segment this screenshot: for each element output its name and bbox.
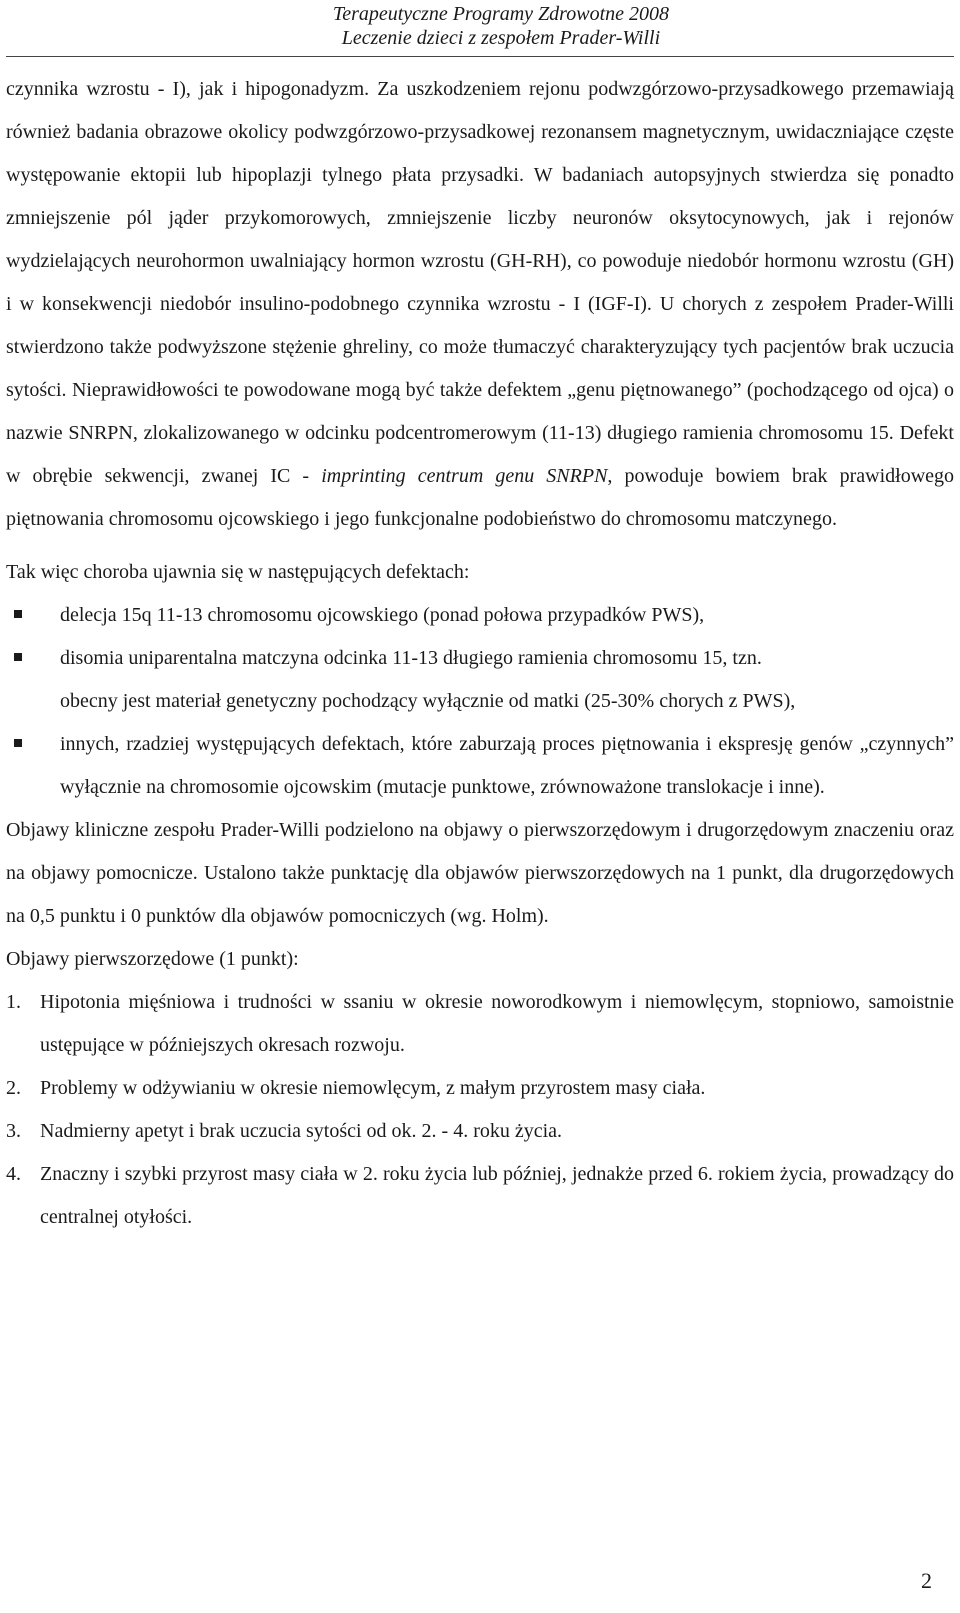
header-divider xyxy=(6,56,954,57)
paragraph-clinical-symptoms: Objawy kliniczne zespołu Prader-Willi podzielono na objawy o pierwszorzędowym i drugorzędowym znaczeniu oraz na objawy pomocnicze. Ustalono także punktację dla objawów pierwszorzędowych na 1 punkt, dla drugorzędowych na 0,5 punktu i 0 punktów dla objawów pomocniczych (wg. Holm). xyxy=(6,819,954,927)
defects-list xyxy=(6,594,954,809)
square-bullet-icon xyxy=(14,653,22,661)
running-header xyxy=(333,2,669,50)
primary-symptoms-heading: Objawy pierwszorzędowe (1 punkt): xyxy=(6,948,299,970)
list-item: 3. Nadmierny apetyt i brak uczucia sytości od ok. 2. - 4. roku życia. xyxy=(6,1120,563,1142)
paragraph-pathogenesis xyxy=(6,68,954,541)
square-bullet-icon xyxy=(14,739,22,747)
list-item: delecja 15q 11-13 chromosomu ojcowskiego (ponad połowa przypadków PWS), xyxy=(6,594,954,637)
primary-symptoms-list xyxy=(6,981,954,1239)
page-body xyxy=(6,68,954,1239)
header-series-title: Terapeutyczne Programy Zdrowotne 2008 xyxy=(332,3,669,25)
list-item-continuation: obecny jest materiał genetyczny pochodzący wyłącznie od matki (25-30% chorych z PWS), xyxy=(60,690,796,712)
list-item: innych, rzadziej występujących defektach, które zaburzają proces piętnowania i ekspresję genów „czynnych” wyłącznie na chromosomie ojcowskim (mutacje punktowe, zrównoważone translokacje i inne). xyxy=(6,723,954,809)
list-item: 1. Hipotonia mięśniowa i trudności w ssaniu w okresie noworodkowym i niemowlęcym, stopniowo, samoistnie ustępujące w późniejszych okresach rozwoju. xyxy=(6,991,954,1056)
header-document-title: Leczenie dzieci z zespołem Prader-Willi xyxy=(341,27,661,49)
list-item: 2. Problemy w odżywianiu w okresie niemowlęcym, z małym przyrostem masy ciała. xyxy=(6,1077,706,1099)
italic-term: imprinting centrum genu SNRPN xyxy=(321,465,608,487)
defects-intro: Tak więc choroba ujawnia się w następujących defektach: xyxy=(6,561,470,583)
paragraph-text: , powoduje bowiem brak prawidłowego piętnowania chromosomu ojcowskiego i jego funkcjonalne podobieństwo do chromosomu matczynego. xyxy=(6,465,955,530)
square-bullet-icon xyxy=(14,610,22,618)
page-number: 2 xyxy=(921,1568,932,1593)
list-item: disomia uniparentalna matczyna odcinka 11-13 długiego ramienia chromosomu 15, tzn. xyxy=(6,637,954,680)
paragraph-text: czynnika wzrostu - I), jak i hipogonadyzm. Za uszkodzeniem rejonu podwzgórzowo-przysadkowego przemawiają również badania obrazowe okolicy podwzgórzowo-przysadkowej rezonansem magnetycznym, uwidaczniające częste występowanie ektopii lub hipoplazji tylnego płata przysadki. W badaniach autopsyjnych stwierdza się ponadto zmniejszenie pól jąder przykomorowych, zmniejszenie liczby neuronów oksytocynowych, jak i rejonów wydzielających neurohormon uwalniający hormon wzrostu (GH-RH), co powoduje niedobór hormonu wzrostu (GH) i w konsekwencji niedobór insulino-podobnego czynnika wzrostu - I (IGF-I). U chorych z zespołem Prader-Willi stwierdzono także podwyższone stężenie ghreliny, co może tłumaczyć charakteryzujący tych pacjentów brak uczucia sytości. Nieprawidłowości te powodowane mogą być także defektem „genu piętnowanego” (pochodzącego od ojca) o nazwie SNRPN, zlokalizowanego w odcinku podcentromerowym (11-13) długiego ramienia chromosomu 15. Defekt w obrębie sekwencji, zwanej IC - xyxy=(6,78,954,487)
list-item: 4. Znaczny i szybki przyrost masy ciała w 2. roku życia lub później, jednakże przed 6. rokiem życia, prowadzący do centralnej otyłości. xyxy=(6,1163,954,1228)
